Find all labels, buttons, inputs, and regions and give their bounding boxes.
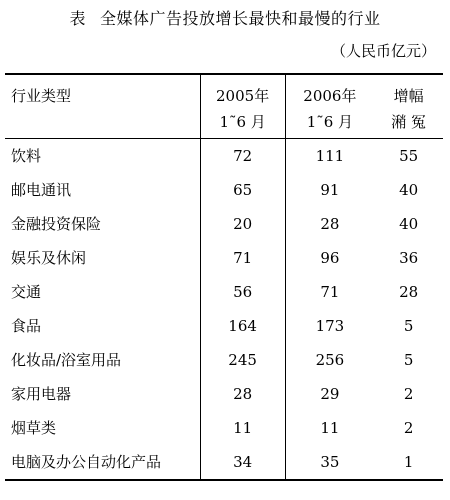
cell-industry: 邮电通讯 bbox=[11, 181, 72, 199]
table-title-text: 全媒体广告投放增长最快和最慢的行业 bbox=[100, 9, 381, 28]
header-2006-year: 2006年 bbox=[303, 87, 357, 105]
cell-industry: 烟草类 bbox=[11, 419, 57, 437]
unit-note: （人民币亿元） bbox=[330, 42, 436, 60]
cell-2005: 65 bbox=[200, 173, 285, 207]
cell-growth: 1 bbox=[403, 452, 414, 471]
table-title bbox=[0, 6, 450, 29]
header-growth-unit: 潲 冤 bbox=[391, 113, 426, 131]
cell-2006: 91 bbox=[285, 173, 374, 207]
cell-2005: 28 bbox=[200, 377, 285, 411]
table-body bbox=[5, 138, 443, 480]
cell-industry: 家用电器 bbox=[11, 385, 72, 403]
cell-industry: 饮料 bbox=[11, 147, 42, 165]
cell-growth: 28 bbox=[399, 282, 419, 301]
header-2005-period: 1˜6 月 bbox=[219, 113, 266, 131]
header-2006-period: 1˜6 月 bbox=[306, 113, 354, 131]
table-row bbox=[5, 173, 443, 207]
table-row bbox=[5, 377, 443, 411]
cell-2006: 256 bbox=[285, 343, 374, 377]
header-2005-year: 2005年 bbox=[216, 87, 270, 105]
cell-industry: 娱乐及休闲 bbox=[11, 249, 87, 267]
table-title-label: 表 bbox=[69, 9, 86, 28]
header-row bbox=[5, 74, 443, 138]
cell-industry: 电脑及办公自动化产品 bbox=[11, 453, 162, 471]
cell-2006: 173 bbox=[285, 309, 374, 343]
cell-industry: 金融投资保险 bbox=[11, 215, 102, 233]
cell-2006: 28 bbox=[285, 207, 374, 241]
header-industry-label: 行业类型 bbox=[11, 87, 72, 105]
cell-growth: 55 bbox=[399, 146, 419, 165]
cell-2006: 35 bbox=[285, 445, 374, 480]
cell-growth: 5 bbox=[403, 316, 414, 335]
table-row bbox=[5, 343, 443, 377]
table-row bbox=[5, 241, 443, 275]
cell-industry: 食品 bbox=[11, 317, 42, 335]
table-row bbox=[5, 207, 443, 241]
cell-growth: 5 bbox=[403, 350, 414, 369]
header-industry bbox=[5, 74, 200, 138]
cell-industry: 交通 bbox=[11, 283, 42, 301]
table-row bbox=[5, 411, 443, 445]
cell-2005: 245 bbox=[200, 343, 285, 377]
header-2006 bbox=[285, 74, 374, 138]
cell-2005: 56 bbox=[200, 275, 285, 309]
cell-2006: 111 bbox=[285, 138, 374, 173]
header-growth-label: 增幅 bbox=[393, 87, 424, 105]
cell-growth: 40 bbox=[399, 214, 419, 233]
table-row bbox=[5, 309, 443, 343]
cell-2005: 20 bbox=[200, 207, 285, 241]
data-table bbox=[5, 73, 443, 481]
cell-2006: 29 bbox=[285, 377, 374, 411]
cell-2006: 96 bbox=[285, 241, 374, 275]
cell-growth: 2 bbox=[403, 418, 414, 437]
cell-2005: 11 bbox=[200, 411, 285, 445]
cell-2005: 72 bbox=[200, 138, 285, 173]
cell-industry: 化妆品/浴室用品 bbox=[11, 351, 122, 369]
cell-2005: 34 bbox=[200, 445, 285, 480]
cell-2006: 71 bbox=[285, 275, 374, 309]
cell-2005: 164 bbox=[200, 309, 285, 343]
cell-2005: 71 bbox=[200, 241, 285, 275]
cell-growth: 40 bbox=[399, 180, 419, 199]
table-row bbox=[5, 445, 443, 480]
cell-growth: 2 bbox=[403, 384, 414, 403]
cell-2006: 11 bbox=[285, 411, 374, 445]
cell-growth: 36 bbox=[399, 248, 419, 267]
table-row bbox=[5, 138, 443, 173]
header-2005 bbox=[200, 74, 285, 138]
table-row bbox=[5, 275, 443, 309]
header-growth bbox=[374, 74, 443, 138]
